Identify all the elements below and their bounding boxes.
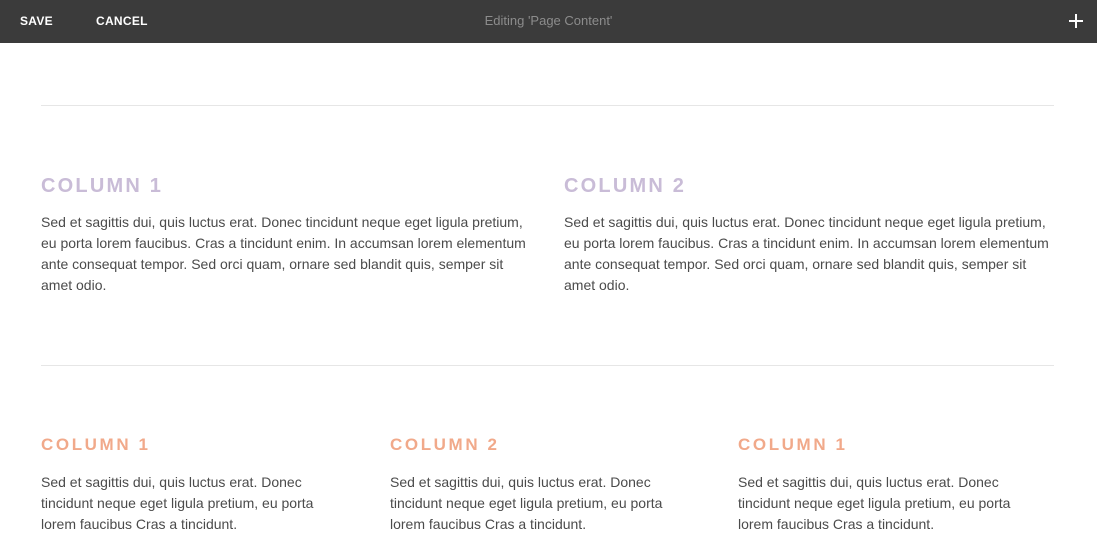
cancel-button[interactable]: CANCEL — [96, 14, 148, 28]
three-col-column-3[interactable] — [738, 435, 1043, 535]
save-button[interactable]: SAVE — [20, 14, 53, 28]
column-heading: COLUMN 1 — [738, 435, 848, 454]
three-col-column-2[interactable] — [390, 435, 695, 535]
three-col-column-1[interactable] — [41, 435, 346, 535]
two-col-column-2[interactable] — [564, 174, 1059, 296]
column-text: Sed et sagittis dui, quis luctus erat. Donec tincidunt neque eget ligula pretium, eu porta lorem faucibus Cras a tincidunt. — [738, 474, 1011, 532]
column-heading: COLUMN 2 — [564, 175, 687, 197]
editor-toolbar — [0, 0, 1097, 43]
column-text: Sed et sagittis dui, quis luctus erat. Donec tincidunt neque eget ligula pretium, eu porta lorem faucibus. Cras a tincidunt enim. In accumsan lorem elementum ante consequat tempor. Sed orci quam, ornare sed blandit quis, semper sit amet odio. — [564, 214, 1049, 293]
column-heading: COLUMN 1 — [41, 435, 151, 454]
column-text: Sed et sagittis dui, quis luctus erat. Donec tincidunt neque eget ligula pretium, eu porta lorem faucibus Cras a tincidunt. — [390, 474, 663, 532]
column-heading: COLUMN 2 — [390, 435, 500, 454]
two-col-column-1[interactable] — [41, 174, 536, 296]
column-text: Sed et sagittis dui, quis luctus erat. Donec tincidunt neque eget ligula pretium, eu porta lorem faucibus Cras a tincidunt. — [41, 474, 314, 532]
column-text: Sed et sagittis dui, quis luctus erat. Donec tincidunt neque eget ligula pretium, eu porta lorem faucibus. Cras a tincidunt enim. In accumsan lorem elementum ante consequat tempor. Sed orci quam, ornare sed blandit quis, semper sit amet odio. — [41, 214, 526, 293]
editing-title: Editing 'Page Content' — [484, 13, 613, 28]
column-heading: COLUMN 1 — [41, 175, 164, 197]
plus-icon[interactable] — [1066, 11, 1086, 31]
section-divider — [41, 105, 1054, 106]
section-divider — [41, 365, 1054, 366]
